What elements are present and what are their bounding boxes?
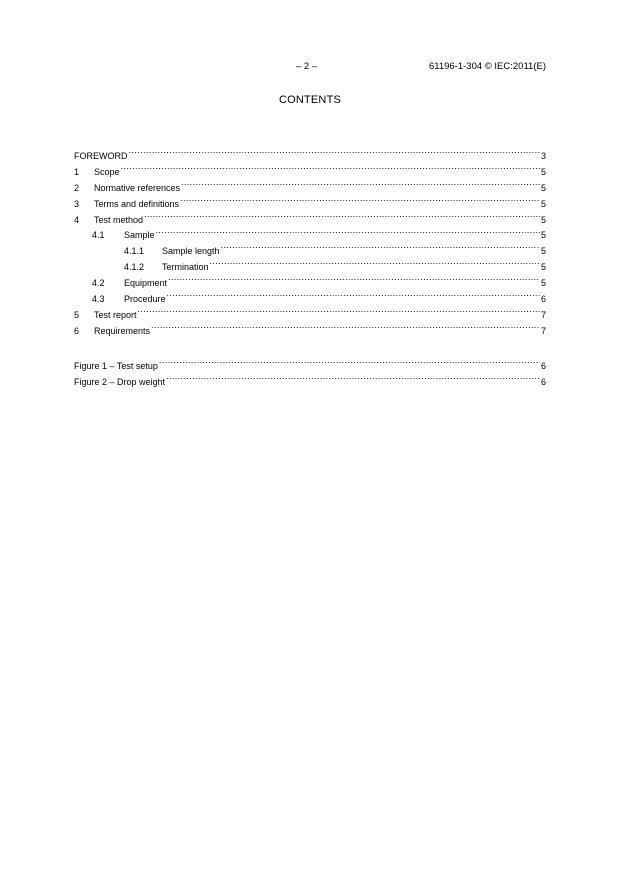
toc-entry-label: Sample length xyxy=(162,246,220,257)
figure-entry-drop-weight[interactable] xyxy=(74,373,546,389)
toc-entry-page: 7 xyxy=(540,325,546,336)
toc-entry-label: Equipment xyxy=(124,278,168,289)
dot-leader xyxy=(180,195,540,207)
figure-entry-label: Figure 1 – Test setup xyxy=(74,361,158,371)
figure-entry-test-setup[interactable] xyxy=(74,357,546,373)
page-title: CONTENTS xyxy=(278,94,342,106)
toc-entry-label: Scope xyxy=(94,166,120,177)
toc-entry-number: 5 xyxy=(74,309,80,320)
dot-leader xyxy=(221,242,540,254)
toc-entry-label: Test method xyxy=(94,214,144,225)
toc-entry-label: FOREWORD xyxy=(74,151,128,161)
toc-entry-number: 3 xyxy=(74,198,80,209)
toc-entry-termination[interactable] xyxy=(74,258,546,274)
toc-entry-normative-references[interactable] xyxy=(74,179,546,195)
toc-entry-sample[interactable] xyxy=(74,226,546,242)
toc-entry-page: 6 xyxy=(540,294,546,305)
toc-entry-sample-length[interactable] xyxy=(74,242,546,258)
dot-leader xyxy=(159,357,540,369)
toc-entry-label: Sample xyxy=(124,230,155,241)
dot-leader xyxy=(168,274,540,286)
page-number: – 2 – xyxy=(296,61,318,72)
dot-leader xyxy=(129,147,540,159)
toc-entry-page: 3 xyxy=(540,151,546,161)
dot-leader xyxy=(156,226,540,238)
list-of-figures xyxy=(74,357,546,389)
toc-entry-scope[interactable] xyxy=(74,163,546,179)
toc-entry-foreword[interactable] xyxy=(74,147,546,163)
toc-entry-page: 5 xyxy=(540,166,546,177)
toc-entry-page: 5 xyxy=(540,278,546,289)
toc-entry-label: Normative references xyxy=(94,182,181,193)
figure-entry-page: 6 xyxy=(540,361,546,371)
toc-entry-label: Procedure xyxy=(124,294,166,305)
toc-entry-page: 5 xyxy=(540,198,546,209)
toc-entry-number: 4.1 xyxy=(92,230,105,241)
toc-entry-page: 5 xyxy=(540,214,546,225)
toc-entry-label: Requirements xyxy=(94,325,151,336)
toc-entry-procedure[interactable] xyxy=(74,290,546,306)
toc-entry-number: 2 xyxy=(74,182,80,193)
toc-entry-page: 5 xyxy=(540,230,546,241)
toc-entry-page: 5 xyxy=(540,246,546,257)
figure-entry-page: 6 xyxy=(540,376,546,387)
toc-entry-number: 1 xyxy=(74,166,80,177)
toc-entry-terms-and-definitions[interactable] xyxy=(74,195,546,211)
table-of-contents xyxy=(74,147,546,338)
toc-entry-number: 4.1.2 xyxy=(124,262,145,273)
dot-leader xyxy=(138,306,540,318)
toc-entry-number: 4.2 xyxy=(92,278,105,289)
toc-entry-number: 4.3 xyxy=(92,294,105,305)
toc-entry-test-method[interactable] xyxy=(74,211,546,227)
toc-entry-page: 5 xyxy=(540,182,546,193)
toc-entry-label: Terms and definitions xyxy=(94,198,180,209)
toc-entry-label: Termination xyxy=(162,262,209,273)
dot-leader xyxy=(181,179,540,191)
dot-leader xyxy=(151,322,540,334)
toc-entry-number: 4 xyxy=(74,214,80,225)
toc-entry-number: 6 xyxy=(74,325,80,336)
toc-entry-page: 5 xyxy=(540,262,546,273)
dot-leader xyxy=(210,258,540,270)
toc-entry-requirements[interactable] xyxy=(74,322,546,338)
toc-entry-label: Test report xyxy=(94,309,137,320)
toc-entry-number: 4.1.1 xyxy=(124,246,145,257)
dot-leader xyxy=(144,211,540,223)
dot-leader xyxy=(121,163,540,175)
figure-entry-label: Figure 2 – Drop weight xyxy=(74,376,166,387)
toc-entry-equipment[interactable] xyxy=(74,274,546,290)
toc-entry-test-report[interactable] xyxy=(74,306,546,322)
dot-leader xyxy=(167,290,540,302)
toc-entry-page: 7 xyxy=(540,309,546,320)
standard-identifier: 61196-1-304 © IEC:2011(E) xyxy=(428,61,546,72)
dot-leader xyxy=(166,373,540,385)
